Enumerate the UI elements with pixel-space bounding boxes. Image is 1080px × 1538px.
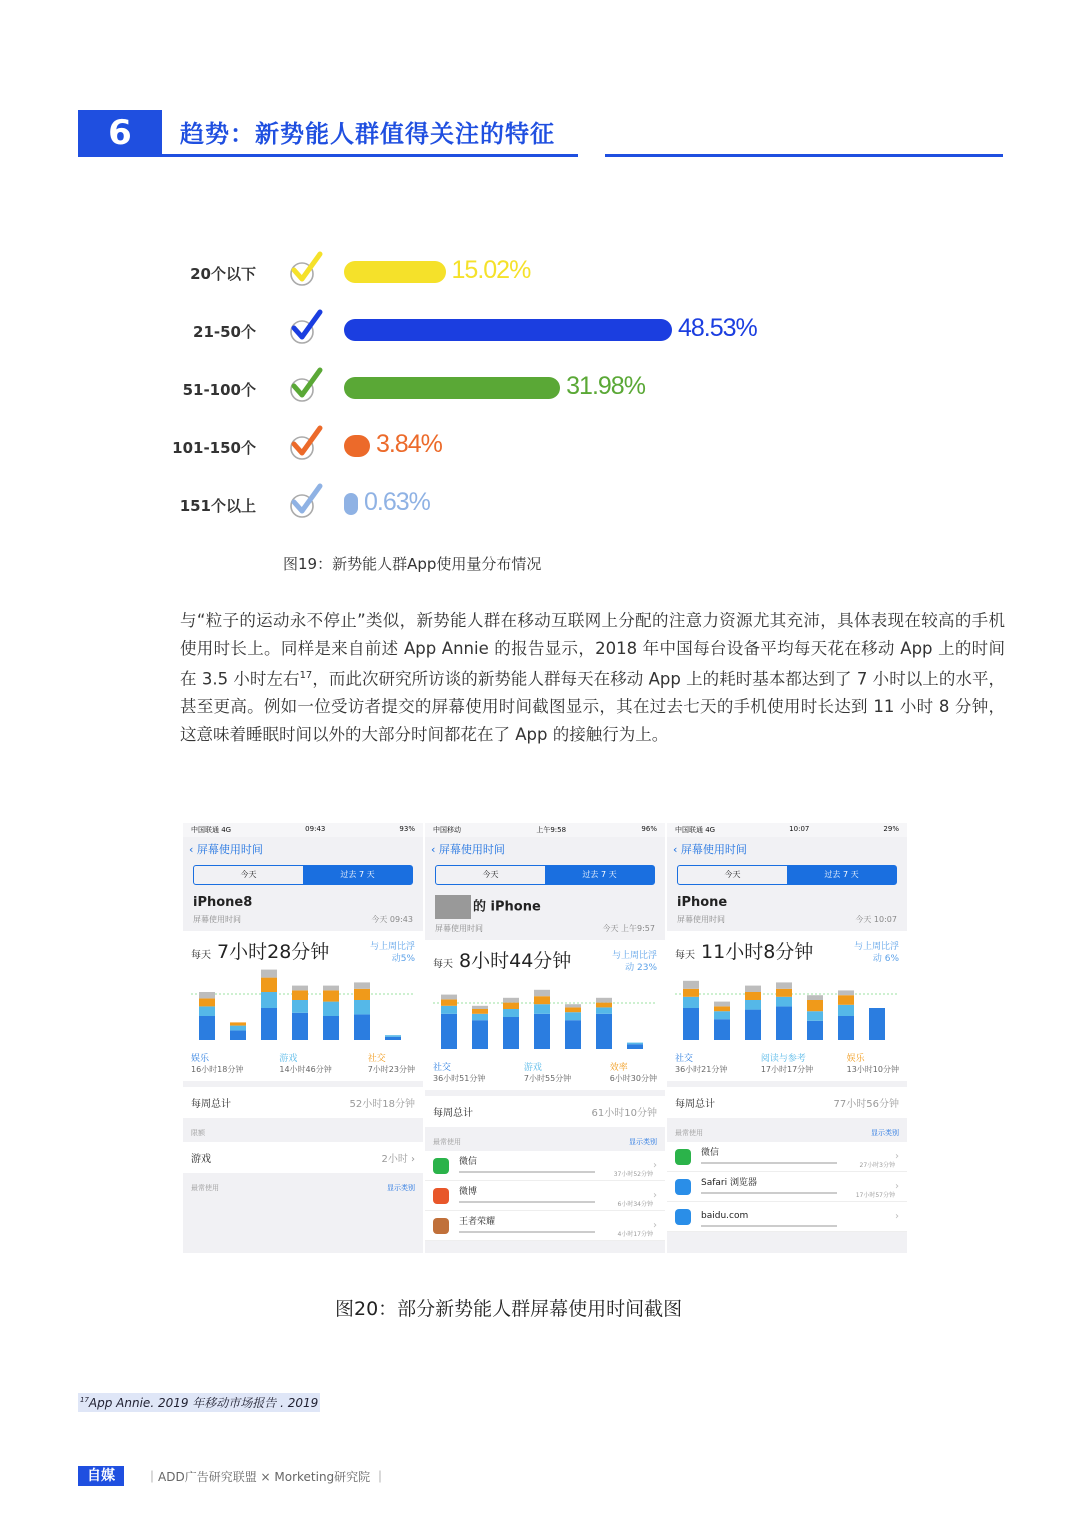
app-info bbox=[701, 1175, 895, 1199]
chevron-right-icon: › bbox=[895, 1151, 899, 1162]
back-button[interactable]: ‹ 屏幕使用时间 bbox=[189, 843, 263, 856]
usage-bar-segment bbox=[596, 1003, 612, 1008]
phone-screenshot bbox=[425, 823, 665, 1253]
weekly-total-row bbox=[667, 1087, 907, 1118]
category-time: 17小时17分钟 bbox=[760, 1065, 814, 1074]
usage-bar-segment bbox=[261, 992, 277, 1008]
usage-bar-segment bbox=[261, 978, 277, 992]
usage-bar-segment bbox=[472, 1020, 488, 1049]
daily-average: 每天 11小时8分钟 bbox=[675, 941, 814, 963]
category-time: 6小时30分钟 bbox=[609, 1074, 657, 1083]
chevron-right-icon: › bbox=[895, 1211, 899, 1222]
daily-average: 每天 7小时28分钟 bbox=[191, 941, 330, 963]
usage-bar-segment bbox=[596, 998, 612, 1003]
tab-past-7-days[interactable]: 过去 7 天 bbox=[545, 866, 654, 884]
usage-bar-segment bbox=[627, 1044, 643, 1049]
app-row[interactable] bbox=[667, 1202, 907, 1232]
usage-bar-segment bbox=[385, 1035, 401, 1037]
usage-bar-segment bbox=[714, 1019, 730, 1040]
figure-20-caption: 图20：部分新势能人群屏幕使用时间截图 bbox=[335, 1298, 683, 1320]
carrier: 中国联通 4G bbox=[675, 826, 716, 834]
limit-header bbox=[183, 1118, 423, 1142]
usage-bar-segment bbox=[838, 1005, 854, 1016]
category-name: 游戏 bbox=[523, 1063, 542, 1073]
chevron-right-icon: › bbox=[653, 1190, 657, 1201]
usage-bar-segment bbox=[565, 1004, 581, 1007]
most-used-header bbox=[183, 1173, 423, 1197]
bar-category-label: 21-50个 bbox=[193, 323, 256, 341]
usage-bar-segment bbox=[565, 1012, 581, 1020]
daily-prefix: 每天 bbox=[191, 950, 211, 961]
usage-bar-segment bbox=[565, 1007, 581, 1012]
usage-bar-segment bbox=[472, 1006, 488, 1009]
weekly-value: 52小时18分钟 bbox=[349, 1099, 415, 1110]
status-bar bbox=[183, 823, 423, 837]
app-icon bbox=[675, 1149, 691, 1165]
weekly-label: 每周总计 bbox=[675, 1099, 715, 1110]
check-circle-icon bbox=[286, 304, 326, 348]
bar-value-label: 15.02% bbox=[451, 256, 531, 284]
weekly-usage-bars bbox=[433, 973, 657, 1053]
bar-category-label: 151个以上 bbox=[179, 497, 256, 515]
weekly-usage-bars bbox=[191, 964, 415, 1044]
category-total bbox=[675, 1051, 727, 1075]
daily-prefix: 每天 bbox=[675, 950, 695, 961]
usage-bar-segment bbox=[776, 1006, 792, 1040]
usage-bar-segment bbox=[776, 982, 792, 988]
footnote: $^{17}$App Annie. 2019 年移动市场报告 . 2019 bbox=[78, 1393, 320, 1412]
weekly-value: 61小时10分钟 bbox=[591, 1108, 657, 1119]
usage-bar-segment bbox=[441, 995, 457, 1000]
category-name: 社交 bbox=[433, 1063, 452, 1073]
most-used-label: 最常使用 bbox=[675, 1129, 703, 1137]
usage-bar-segment bbox=[261, 1008, 277, 1040]
category-time: 7小时23分钟 bbox=[367, 1065, 415, 1074]
usage-bar-segment bbox=[199, 998, 215, 1006]
bar-value-label: 0.63% bbox=[364, 488, 430, 516]
category-time: 36小时21分钟 bbox=[675, 1065, 728, 1074]
usage-bar-segment bbox=[745, 1010, 761, 1040]
usage-bar-segment bbox=[503, 1003, 519, 1009]
category-total bbox=[191, 1051, 243, 1075]
app-name: 微博 bbox=[459, 1186, 478, 1197]
app-count-bar-chart bbox=[0, 0, 1080, 600]
updated-time: 今天 10:07 bbox=[855, 915, 897, 924]
week-compare: 与上周比浮动 23% bbox=[611, 951, 657, 973]
usage-bar-segment bbox=[503, 998, 519, 1003]
category-total bbox=[610, 1060, 657, 1084]
footer-logo: 自媒 bbox=[78, 1466, 124, 1486]
usage-bar-segment bbox=[441, 1006, 457, 1014]
app-row[interactable] bbox=[425, 1181, 665, 1211]
category-time: 13小时10分钟 bbox=[846, 1065, 899, 1074]
tab-today[interactable]: 今天 bbox=[724, 870, 741, 879]
bar bbox=[344, 435, 370, 457]
usage-bar-segment bbox=[199, 1016, 215, 1040]
most-used-header bbox=[667, 1118, 907, 1142]
footnote-ref: 17 bbox=[299, 670, 313, 682]
bar bbox=[344, 377, 560, 399]
usage-bar-segment bbox=[683, 997, 699, 1008]
bar bbox=[344, 319, 672, 341]
usage-bar-segment bbox=[838, 1016, 854, 1040]
bar-value-label: 3.84% bbox=[375, 430, 442, 458]
category-total bbox=[847, 1051, 899, 1075]
back-button[interactable]: ‹ 屏幕使用时间 bbox=[673, 843, 747, 856]
usage-bar-segment bbox=[472, 1014, 488, 1020]
weekly-usage-bars bbox=[675, 964, 899, 1044]
device-name: iPhone8 bbox=[193, 895, 253, 910]
usage-bar-segment bbox=[230, 1030, 246, 1040]
section-title: 趋势：新势能人群值得关注的特征 bbox=[180, 120, 555, 148]
footer-text: ｜ADD广告研究联盟 × Morketing研究院 ｜ bbox=[146, 1470, 386, 1484]
app-icon bbox=[675, 1209, 691, 1225]
app-time: 17小时57分钟 bbox=[855, 1191, 895, 1199]
check-circle-icon bbox=[286, 478, 326, 522]
app-name: 微信 bbox=[459, 1156, 478, 1167]
screen-time-label: 屏幕使用时间 bbox=[193, 915, 241, 924]
category-totals bbox=[675, 1051, 899, 1075]
category-time: 36小时51分钟 bbox=[433, 1074, 486, 1083]
app-name: 王者荣耀 bbox=[459, 1216, 496, 1227]
weekly-value: 77小时56分钟 bbox=[833, 1099, 899, 1110]
category-total bbox=[433, 1060, 485, 1084]
battery: 96% bbox=[641, 825, 657, 833]
app-time: 37小时52分钟 bbox=[613, 1170, 653, 1178]
usage-bar-segment bbox=[323, 990, 339, 1001]
category-name: 社交 bbox=[675, 1054, 694, 1064]
device-name: 的 iPhone bbox=[425, 889, 665, 921]
category-total bbox=[524, 1060, 571, 1084]
updated-time: 今天 上午9:57 bbox=[602, 924, 655, 933]
screen-time-label: 屏幕使用时间 bbox=[435, 924, 483, 933]
most-used-header bbox=[425, 1127, 665, 1151]
usage-bar-segment bbox=[807, 1011, 823, 1021]
bar bbox=[344, 261, 446, 283]
usage-bar-segment bbox=[534, 1014, 550, 1049]
show-categories-link[interactable]: 显示类别 bbox=[871, 1129, 899, 1137]
back-button[interactable]: ‹ 屏幕使用时间 bbox=[431, 843, 505, 856]
usage-bar-segment bbox=[230, 1026, 246, 1031]
usage-card bbox=[667, 931, 907, 1081]
chevron-right-icon: › bbox=[653, 1160, 657, 1171]
bar-category-label: 51-100个 bbox=[182, 381, 256, 399]
carrier: 中国移动 bbox=[433, 826, 461, 834]
usage-bar-segment bbox=[745, 992, 761, 1000]
usage-bar-segment bbox=[838, 990, 854, 995]
usage-bar-segment bbox=[627, 1043, 643, 1045]
week-compare: 与上周比浮动5% bbox=[369, 942, 415, 964]
usage-bar-segment bbox=[714, 1002, 730, 1007]
body-paragraph: 与“粒子的运动永不停止”类似，新势能人群在移动互联网上分配的注意力资源尤其充沛，具体表现在较高的手机使用时长上。同样是来自前述 App Annie 的报告显示，2018 年中国每台设备平均每天花在移动 App 上的时间在 3.5 小时左右$^{17}$，而此次研究所访谈的新势能人群每天在移动 App 上的耗时基本都达到了 7 小时以上的水平，甚至更高。例如一位受访者提交的屏幕使用时间截图显示，其在过去七天的手机使用时长达到 11 小时 8 分钟，这意味着睡眠时间以外的大部分时间都花在了 App 的接触行为上。 bbox=[180, 611, 1005, 744]
category-totals bbox=[433, 1060, 657, 1084]
app-info bbox=[459, 1184, 653, 1208]
usage-bar-segment bbox=[292, 990, 308, 1000]
week-compare: 与上周比浮动 6% bbox=[853, 942, 899, 964]
usage-bar-segment bbox=[472, 1009, 488, 1014]
weekly-total-row bbox=[183, 1087, 423, 1118]
check-circle-icon bbox=[286, 362, 326, 406]
app-time: 27小时3分钟 bbox=[859, 1161, 895, 1169]
limit-name: 游戏 bbox=[191, 1154, 211, 1165]
usage-bar-segment bbox=[261, 970, 277, 978]
usage-bar-segment bbox=[869, 1008, 885, 1040]
category-name: 效率 bbox=[609, 1063, 628, 1073]
usage-bar-segment bbox=[292, 986, 308, 991]
chevron-right-icon: › bbox=[895, 1181, 899, 1192]
bar-category-label: 20个以下 bbox=[190, 265, 256, 283]
usage-bar-segment bbox=[565, 1020, 581, 1049]
usage-bar-segment bbox=[323, 1002, 339, 1016]
usage-bar-segment bbox=[230, 1022, 246, 1025]
device-name: iPhone bbox=[677, 895, 728, 910]
status-bar bbox=[425, 823, 665, 837]
app-row[interactable] bbox=[667, 1172, 907, 1202]
usage-bar-segment bbox=[776, 997, 792, 1007]
app-row[interactable] bbox=[667, 1142, 907, 1172]
usage-bar-segment bbox=[503, 1017, 519, 1049]
usage-bar-segment bbox=[385, 1037, 401, 1040]
battery: 93% bbox=[399, 825, 415, 833]
usage-bar-segment bbox=[745, 986, 761, 992]
screen-time-subheader bbox=[667, 912, 907, 927]
daily-prefix: 每天 bbox=[433, 959, 453, 970]
app-info bbox=[459, 1154, 653, 1178]
category-time: 14小时46分钟 bbox=[279, 1065, 332, 1074]
usage-bar-segment bbox=[683, 1008, 699, 1040]
category-name: 阅读与参考 bbox=[760, 1054, 806, 1064]
category-totals bbox=[191, 1051, 415, 1075]
app-info bbox=[459, 1214, 653, 1238]
phone-screenshot bbox=[183, 823, 423, 1253]
usage-bar-segment bbox=[354, 982, 370, 988]
app-icon bbox=[675, 1179, 691, 1195]
app-icon bbox=[433, 1158, 449, 1174]
usage-bar-segment bbox=[354, 1014, 370, 1040]
check-circle-icon bbox=[286, 420, 326, 464]
usage-bar-segment bbox=[534, 996, 550, 1004]
category-time: 7小时55分钟 bbox=[523, 1074, 572, 1083]
category-total bbox=[761, 1051, 813, 1075]
weekly-total-row bbox=[425, 1096, 665, 1127]
usage-bar-segment bbox=[323, 986, 339, 991]
weekly-label: 每周总计 bbox=[433, 1108, 473, 1119]
app-time: 6小时34分钟 bbox=[617, 1200, 653, 1208]
period-segment[interactable] bbox=[193, 865, 413, 885]
app-name: 微信 bbox=[701, 1147, 720, 1158]
app-icon bbox=[433, 1188, 449, 1204]
usage-bar-segment bbox=[807, 1021, 823, 1040]
usage-bar-segment bbox=[354, 1000, 370, 1014]
usage-bar-segment bbox=[441, 1014, 457, 1049]
usage-bar-segment bbox=[596, 1014, 612, 1049]
clock: 09:43 bbox=[305, 825, 326, 833]
most-used-label: 最常使用 bbox=[433, 1138, 461, 1146]
daily-average: 每天 8小时44分钟 bbox=[433, 950, 572, 972]
clock: 10:07 bbox=[789, 825, 810, 833]
app-icon bbox=[433, 1218, 449, 1234]
section-number: 6 bbox=[78, 110, 162, 156]
usage-bar-segment bbox=[292, 1013, 308, 1040]
app-row[interactable] bbox=[425, 1211, 665, 1241]
phone-screenshot bbox=[667, 823, 907, 1253]
usage-bar-segment bbox=[534, 990, 550, 996]
chevron-right-icon: › bbox=[653, 1220, 657, 1231]
show-categories-link[interactable]: 显示类别 bbox=[387, 1184, 415, 1192]
figure-19-caption: 图19：新势能人群App使用量分布情况 bbox=[283, 555, 542, 573]
usage-bar-segment bbox=[838, 995, 854, 1005]
app-name: baidu.com bbox=[701, 1210, 749, 1221]
limit-row[interactable] bbox=[183, 1142, 423, 1173]
usage-bar-segment bbox=[807, 1000, 823, 1011]
limit-header-label: 限额 bbox=[191, 1129, 205, 1137]
bar-category-label: 101-150个 bbox=[172, 439, 256, 457]
weekly-label: 每周总计 bbox=[191, 1099, 231, 1110]
period-segment[interactable] bbox=[435, 865, 655, 885]
bar-value-label: 48.53% bbox=[678, 314, 757, 342]
status-bar bbox=[667, 823, 907, 837]
carrier: 中国联通 4G bbox=[191, 826, 232, 834]
usage-bar-segment bbox=[534, 1004, 550, 1014]
usage-bar-segment bbox=[776, 989, 792, 997]
usage-line bbox=[701, 1225, 837, 1227]
redacted-block bbox=[435, 895, 471, 919]
clock: 上午9:58 bbox=[536, 826, 567, 834]
usage-card bbox=[183, 931, 423, 1081]
usage-bar-segment bbox=[714, 1006, 730, 1011]
tab-past-7-days[interactable]: 过去 7 天 bbox=[787, 866, 896, 884]
updated-time: 今天 09:43 bbox=[371, 915, 413, 924]
bar-value-label: 31.98% bbox=[566, 372, 645, 400]
app-name: Safari 浏览器 bbox=[701, 1177, 757, 1188]
category-name: 娱乐 bbox=[846, 1054, 865, 1064]
category-name: 社交 bbox=[367, 1054, 386, 1064]
usage-bar-segment bbox=[683, 989, 699, 997]
usage-bar-segment bbox=[292, 1000, 308, 1013]
usage-bar-segment bbox=[596, 1007, 612, 1013]
category-total bbox=[368, 1051, 415, 1075]
app-time: 4小时17分钟 bbox=[617, 1230, 653, 1238]
battery: 29% bbox=[883, 825, 899, 833]
category-time: 16小时18分钟 bbox=[191, 1065, 244, 1074]
screen-time-label: 屏幕使用时间 bbox=[677, 915, 725, 924]
show-categories-link[interactable]: 显示类别 bbox=[629, 1138, 657, 1146]
limit-value: 2小时 › bbox=[381, 1154, 415, 1165]
usage-bar-segment bbox=[503, 1009, 519, 1017]
app-info bbox=[701, 1211, 895, 1223]
usage-card bbox=[425, 940, 665, 1090]
usage-bar-segment bbox=[441, 999, 457, 1005]
screen-time-subheader bbox=[425, 921, 665, 936]
usage-bar-segment bbox=[807, 995, 823, 1000]
app-info bbox=[701, 1145, 895, 1169]
app-row[interactable] bbox=[425, 1151, 665, 1181]
usage-bar-segment bbox=[199, 992, 215, 998]
tab-today[interactable]: 今天 bbox=[482, 870, 499, 879]
period-segment[interactable] bbox=[677, 865, 897, 885]
check-circle-icon bbox=[286, 246, 326, 290]
most-used-label: 最常使用 bbox=[191, 1184, 219, 1192]
screen-time-subheader bbox=[183, 912, 423, 927]
usage-bar-segment bbox=[354, 989, 370, 1000]
usage-bar-segment bbox=[714, 1011, 730, 1019]
usage-bar-segment bbox=[199, 1006, 215, 1016]
category-name: 娱乐 bbox=[191, 1054, 210, 1064]
tab-today[interactable]: 今天 bbox=[240, 870, 257, 879]
usage-bar-segment bbox=[745, 1000, 761, 1010]
bar bbox=[344, 493, 358, 515]
usage-bar-segment bbox=[683, 981, 699, 989]
category-total bbox=[279, 1051, 331, 1075]
tab-past-7-days[interactable]: 过去 7 天 bbox=[303, 866, 412, 884]
category-name: 游戏 bbox=[279, 1054, 298, 1064]
usage-bar-segment bbox=[323, 1016, 339, 1040]
